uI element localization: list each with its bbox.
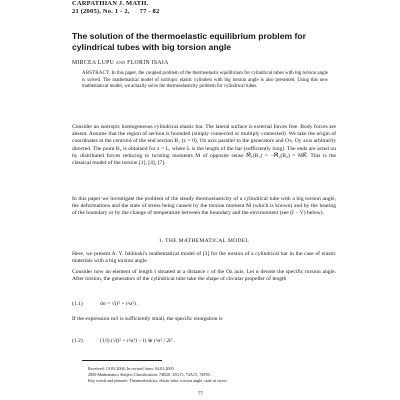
section-heading: 1. THE MATHEMATICAL MODEL [158,238,250,244]
abstract [82,71,328,91]
journal-header [72,0,159,16]
paper-title: The solution of the thermoelastic equilibrium problem for cylindrical tubes with big torsion angle [72,31,306,52]
footnote-received: Received: 10.03.2004; In revised form: 04.01.2005 [88,366,174,371]
abstract-text: In this paper, the coupled problem of the thermoelastic equilibrium for cylindrical tubes with big torsion angle is solved. The mathematical model of isotropic elastic cylinders with big torsion angle is also presented. Using this new mathematical model, we actually solve the thermoelasticity problem for cylindrical tubes. [82,71,328,89]
intro-paragraph-1: Consider an isotropic homogeneous cylindrical elastic bar. The lateral surface is external forces free. Body forces are absent. Assume that the region of section is bounded (simply connected or multiply connected). We take the origin of coordinates at the centroid of the end section B₁ (z = 0), Oz axis parallel to the generators and Ox, Oy axis arbitrarily directed. The point B₂ is obtained for z = L, where L is the length of the bar (sufficiently long). The ends are acted on by distributed forces reducing to twisting moments M of opposite sense M⃗₁(B₁) = −M⃗₁(B₂) = MK⃗. This is the classical model of the torsion [1], [4], [7]. [72,124,336,167]
journal-name: CARPATHIAN J. MATH. [72,0,149,7]
journal-volume-line [72,8,159,16]
footnote-keywords: Key words and phrases: Thermoelasticity, elastic tube, torsion angle, state of stress. [88,378,228,383]
model-paragraph-2: Consider now an element of length l situated at a distance r of the Oz axis. Let α denote the specific torsion angle. After torsion, the generators of the cylindrical tube take the shape of circular propeller of length [72,269,336,283]
model-paragraph-1: Here, we present A. Y. Ishlinski's mathematical model of [3] for the torsion of a cylindrical bar in the case of elastic materials with a big torsion angle. [72,251,336,265]
footnote-classification: 2000 Mathematics Subject Classification: 74B20, 35G15, 74A15, 74F05. [88,372,211,377]
paper-authors: MIRCEA LUPU and FLORIN ISAIA [72,60,169,66]
condition-text: If the expression rα/l is sufficiently small, the specific elongation is [72,316,223,322]
journal-pages: 77 - 82 [139,8,160,15]
page-number: 77 [198,392,203,397]
equation-body: dσ = √(l² + r²α²) . [100,301,139,307]
journal-volume: 21 (2005), No. 1 - 2, [72,8,130,15]
intro-paragraph-2: In this paper we investigate the problem of the steady thermoelasticity of a cylindrical tube with a big torsion angle, the deformations and the state of stress being caused by the torsion moment M (which is known) and by the heating of the boundary or by the change of temperature between the boundary and the environment (see (I − V) below). [72,196,336,217]
equation-body: (1/l) (√(l² + r²α²) − l) ≅ r²α² / 2l² . [100,338,176,344]
abstract-label: ABSTRACT. [82,71,111,76]
equation-number: (1.2) [72,338,83,344]
footnote-rule [82,360,162,361]
equation-number: (1.1) [72,301,83,307]
